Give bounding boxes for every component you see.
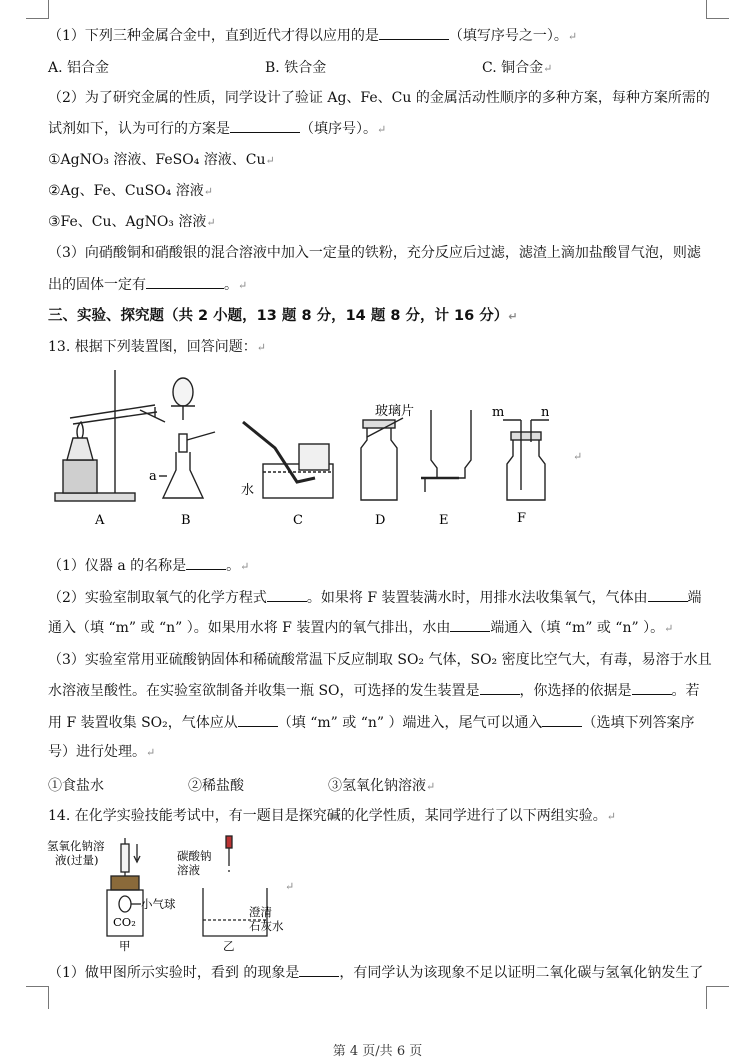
corner-mark-bottom-left	[26, 986, 49, 1009]
q13-intro: 13. 根据下列装置图，回答问题：↵	[48, 339, 266, 355]
label-yi: 乙	[223, 939, 235, 953]
q13-part3-line3: 用 F 装置收集 SO₂，气体应从 （填 “m” 或 “n” ）端进入，尾气可以通入 （选填下列答案序	[48, 712, 694, 733]
label-lime-2: 石灰水	[249, 919, 284, 933]
answer-blank[interactable]	[230, 118, 300, 133]
svg-text:↵: ↵	[573, 450, 583, 463]
q12-part2-line2: 试剂如下，认为可行的方案是 （填序号）。↵	[48, 118, 386, 140]
label-na2co3-1: 碳酸钠	[177, 849, 212, 863]
answer-blank[interactable]	[267, 587, 307, 602]
label-glass-plate: 玻璃片	[375, 404, 415, 419]
q13-part1: （1）仪器 a 的名称是 。↵	[48, 555, 249, 577]
label-naoh-1: 氢氧化钠溶	[47, 839, 105, 853]
section-heading: 三、实验、探究题（共 2 小题，13 题 8 分，14 题 8 分，计 16 分）↵	[48, 308, 518, 324]
label-E: E	[439, 513, 449, 528]
label-lime-1: 澄清	[249, 905, 272, 919]
answer-blank[interactable]	[238, 712, 278, 727]
q13-answer-1: ①食盐水	[48, 778, 104, 794]
q12-part3-line2: 出的固体一定有 。↵	[48, 274, 247, 296]
label-B: B	[181, 513, 191, 528]
label-jia: 甲	[119, 939, 131, 953]
q14-part1: （1）做甲图所示实验时，看到 的现象是 ，有同学认为该现象不足以证明二氧化碳与氢氧化钠发生了	[48, 962, 703, 983]
q12-scheme-2: ②Ag、Fe、CuSO₄ 溶液↵	[48, 183, 213, 199]
q12-part2-line1: （2）为了研究金属的性质，同学设计了验证 Ag、Fe、Cu 的金属活动性顺序的多种方案，每种方案所需的	[48, 90, 710, 106]
q13-part2-line1: （2）实验室制取氧气的化学方程式 。如果将 F 装置装满水时，用排水法收集氧气，气体由 端	[48, 587, 702, 608]
answer-blank[interactable]	[186, 555, 226, 570]
label-m: m	[492, 405, 505, 420]
answer-blank[interactable]	[632, 680, 672, 695]
corner-mark-bottom-right	[706, 986, 729, 1009]
q13-answer-2: ②稀盐酸	[188, 778, 244, 794]
label-A: A	[95, 513, 105, 528]
answer-blank[interactable]	[379, 25, 449, 40]
q12-option-a: A. 铝合金	[48, 60, 110, 76]
label-water: 水	[241, 483, 255, 498]
label-a: a	[149, 469, 157, 484]
label-balloon: 小气球	[141, 897, 176, 911]
experiment-figure	[45, 830, 305, 955]
q12-scheme-3: ③Fe、Cu、AgNO₃ 溶液↵	[48, 214, 216, 230]
apparatus-figure	[45, 360, 605, 535]
label-D: D	[375, 513, 386, 528]
answer-blank[interactable]	[299, 962, 339, 977]
corner-mark-top-right	[706, 0, 729, 19]
label-C: C	[293, 513, 303, 528]
q12-scheme-1: ①AgNO₃ 溶液、FeSO₄ 溶液、Cu↵	[48, 152, 275, 168]
q14-intro: 14. 在化学实验技能考试中，有一题目是探究碱的化学性质，某同学进行了以下两组实验。↵	[48, 808, 616, 824]
q13-part3-line2: 水溶液呈酸性。在实验室欲制备并收集一瓶 SO，可选择的发生装置是 ，你选择的依据是 。若	[48, 680, 700, 701]
q13-answer-3: ③氢氧化钠溶液↵	[328, 778, 436, 794]
q13-part3-line4: 号）进行处理。↵	[48, 744, 156, 760]
label-naoh-2: 液(过量)	[55, 853, 99, 867]
svg-text:↵: ↵	[285, 880, 295, 893]
q12-option-c: C. 铜合金↵	[482, 60, 553, 76]
answer-blank[interactable]	[648, 587, 688, 602]
answer-blank[interactable]	[542, 712, 582, 727]
label-co2: CO₂	[113, 915, 136, 929]
corner-mark-top-left	[26, 0, 49, 19]
label-n: n	[541, 405, 550, 420]
q13-part3-line1: （3）实验室常用亚硫酸钠固体和稀硫酸常温下反应制取 SO₂ 气体，SO₂ 密度比空气大，有毒，易溶于水且	[48, 652, 712, 668]
q12-part1: （1）下列三种金属合金中，直到近代才得以应用的是 （填写序号之一）。↵	[48, 25, 577, 47]
q12-part3-line1: （3）向硝酸铜和硝酸银的混合溶液中加入一定量的铁粉，充分反应后过滤，滤渣上滴加盐酸冒气泡，则滤	[48, 245, 701, 261]
label-F: F	[517, 511, 527, 526]
page-footer: 第 4 页/共 6 页	[332, 1044, 423, 1059]
q12-option-b: B. 铁合金	[265, 60, 327, 76]
answer-blank[interactable]	[146, 274, 224, 289]
q13-part2-line2: 通入（填 “m” 或 “n” ）。如果用水将 F 装置内的氧气排出，水由 端通入（填 “m” 或 “n” ）。↵	[48, 617, 673, 639]
label-na2co3-2: 溶液	[177, 863, 200, 877]
answer-blank[interactable]	[450, 617, 490, 632]
answer-blank[interactable]	[480, 680, 520, 695]
